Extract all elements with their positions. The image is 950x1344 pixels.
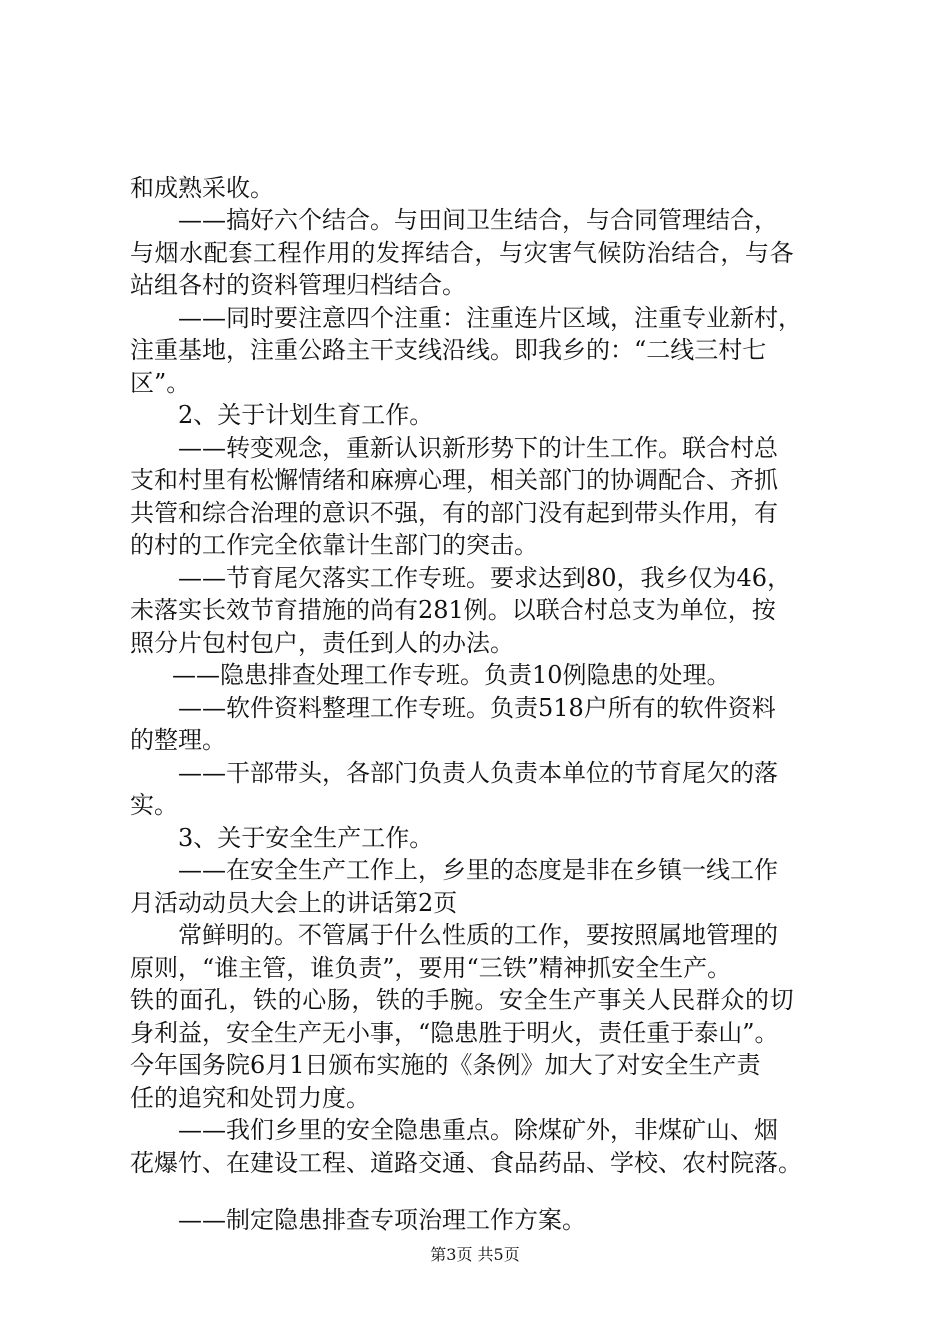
- text-line: ——同时要注意四个注重：注重连片区域，注重专业新村，: [178, 304, 802, 332]
- text-line: 铁的面孔，铁的心肠，铁的手腕。安全生产事关人民群众的切: [130, 986, 795, 1014]
- text-line: ——制定隐患排查专项治理工作方案。: [178, 1206, 586, 1234]
- text-line: 照分片包村包户，责任到人的办法。: [130, 629, 514, 657]
- text-line: 今年国务院6月1日颁布实施的《条例》加大了对安全生产责: [130, 1051, 761, 1079]
- text-line: ——转变观念，重新认识新形势下的计生工作。联合村总: [178, 434, 778, 462]
- text-line: ——我们乡里的安全隐患重点。除煤矿外，非煤矿山、烟: [178, 1116, 778, 1144]
- text-line: 未落实长效节育措施的尚有281例。以联合村总支为单位，按: [130, 596, 776, 624]
- text-line: 支和村里有松懈情绪和麻痹心理，相关部门的协调配合、齐抓: [130, 466, 778, 494]
- text-line: 实。: [130, 791, 178, 819]
- text-line: 月活动动员大会上的讲话第2页: [130, 889, 458, 917]
- text-line: ——节育尾欠落实工作专班。要求达到80，我乡仅为46，: [178, 564, 792, 592]
- text-line: 花爆竹、在建设工程、道路交通、食品药品、学校、农村院落。: [130, 1149, 802, 1177]
- text-line: ——隐患排查处理工作专班。负责10例隐患的处理。: [172, 661, 731, 689]
- text-line: 身利益，安全生产无小事，“隐患胜于明火，责任重于泰山”。: [130, 1019, 779, 1047]
- page-footer: 第3页 共5页: [430, 1245, 520, 1264]
- text-line: ——在安全生产工作上，乡里的态度是非在乡镇一线工作: [178, 856, 778, 884]
- text-line: ——软件资料整理工作专班。负责518户所有的软件资料: [178, 694, 776, 722]
- text-line: ——干部带头，各部门负责人负责本单位的节育尾欠的落: [178, 759, 778, 787]
- text-line: 与烟水配套工程作用的发挥结合，与灾害气候防治结合，与各: [130, 239, 795, 267]
- section-heading: 3、关于安全生产工作。: [178, 824, 434, 852]
- text-line: 共管和综合治理的意识不强，有的部门没有起到带头作用，有: [130, 499, 778, 527]
- text-line: 常鲜明的。不管属于什么性质的工作，要按照属地管理的: [178, 921, 778, 949]
- text-line: 的村的工作完全依靠计生部门的突击。: [130, 531, 538, 559]
- text-line: 站组各村的资料管理归档结合。: [130, 271, 466, 299]
- text-line: 和成熟采收。: [130, 174, 274, 202]
- text-line: ——搞好六个结合。与田间卫生结合，与合同管理结合，: [178, 206, 778, 234]
- text-line: 原则，“谁主管，谁负责”，要用“三铁”精神抓安全生产。: [130, 954, 732, 982]
- section-heading: 2、关于计划生育工作。: [178, 401, 434, 429]
- text-line: 注重基地，注重公路主干支线沿线。即我乡的：“二线三村七: [130, 336, 767, 364]
- text-line: 的整理。: [130, 726, 226, 754]
- text-line: 任的追究和处罚力度。: [130, 1084, 370, 1112]
- text-line: 区”。: [130, 369, 191, 397]
